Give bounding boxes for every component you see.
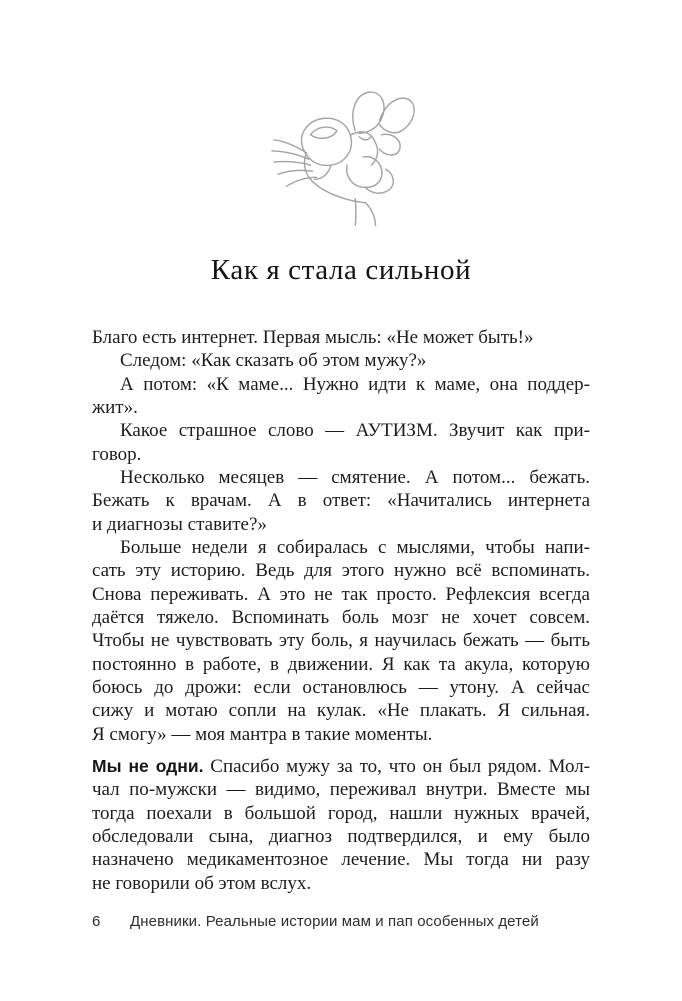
text-line: говор. xyxy=(92,443,142,465)
text-line: обследовали сына, диагноз подтвердился, и ему было xyxy=(92,825,590,847)
page-footer xyxy=(92,913,590,930)
text-line: Благо есть интернет. Первая мысль: «Не может быть!» xyxy=(92,327,534,348)
text-line: назначено медикаментозное лечение. Мы тогда ни разу xyxy=(92,849,590,871)
running-title: Дневники. Реальные истории мам и пап особенных детей xyxy=(130,913,539,930)
text-line: Чтобы не чувствовать эту боль, я научилась бежать — быть xyxy=(92,630,590,652)
text-line: Несколько месяцев — смятение. А потом... бежать. xyxy=(120,466,590,488)
text-line: Больше недели я собиралась с мыслями, чтобы напи- xyxy=(120,536,590,558)
text-line: А потом: «К маме... Нужно идти к маме, она поддер- xyxy=(120,373,590,395)
text-line: Мы не одни. Спасибо мужу за то, что он был рядом. Мол- xyxy=(92,755,590,777)
paragraph xyxy=(92,326,590,349)
paragraph xyxy=(92,536,590,746)
text-line: не говорили об этом вслух. xyxy=(92,872,312,894)
text-line: Следом: «Как сказать об этом мужу?» xyxy=(120,350,427,372)
chapter-title: Как я стала сильной xyxy=(210,254,472,287)
text-line: жит». xyxy=(92,396,138,418)
line-art-drawing xyxy=(262,84,422,226)
text-line: тогда поехали в большой город, нашли нужных врачей, xyxy=(92,802,590,824)
paragraph xyxy=(92,755,590,895)
text-line: Я смогу» — моя мантра в такие моменты. xyxy=(92,723,433,745)
page-number: 6 xyxy=(92,913,101,930)
text-line: чал по-мужски — видимо, переживал внутри. Вместе мы xyxy=(92,779,590,801)
paragraph-lead-bold: Мы не одни. xyxy=(92,755,204,776)
text-line: Какое страшное слово — АУТИЗМ. Звучит как при- xyxy=(120,420,590,442)
text-line: даётся тяжело. Вспоминать боль мозг не хочет совсем. xyxy=(92,606,590,628)
paragraph xyxy=(92,373,590,420)
text-line: и диагнозы ставите?» xyxy=(92,513,267,535)
body-text xyxy=(92,326,590,895)
paragraph xyxy=(92,349,590,372)
text-line: сать эту историю. Ведь для этого нужно всё вспоминать. xyxy=(92,560,590,582)
text-line: боюсь до дрожи: если остановлюсь — утону. А сейчас xyxy=(92,676,590,698)
hand-holding-winged-baby-illustration xyxy=(262,84,422,226)
paragraph xyxy=(92,466,590,536)
text-line: Бежать к врачам. А в ответ: «Начитались интернета xyxy=(92,490,590,512)
text-line: сижу и мотаю сопли на кулак. «Не плакать. Я сильная. xyxy=(92,700,590,722)
text-line: Снова переживать. А это не так просто. Рефлексия всегда xyxy=(92,583,590,605)
paragraph xyxy=(92,419,590,466)
text-line: постоянно в работе, в движении. Я как та акула, которую xyxy=(92,653,590,675)
